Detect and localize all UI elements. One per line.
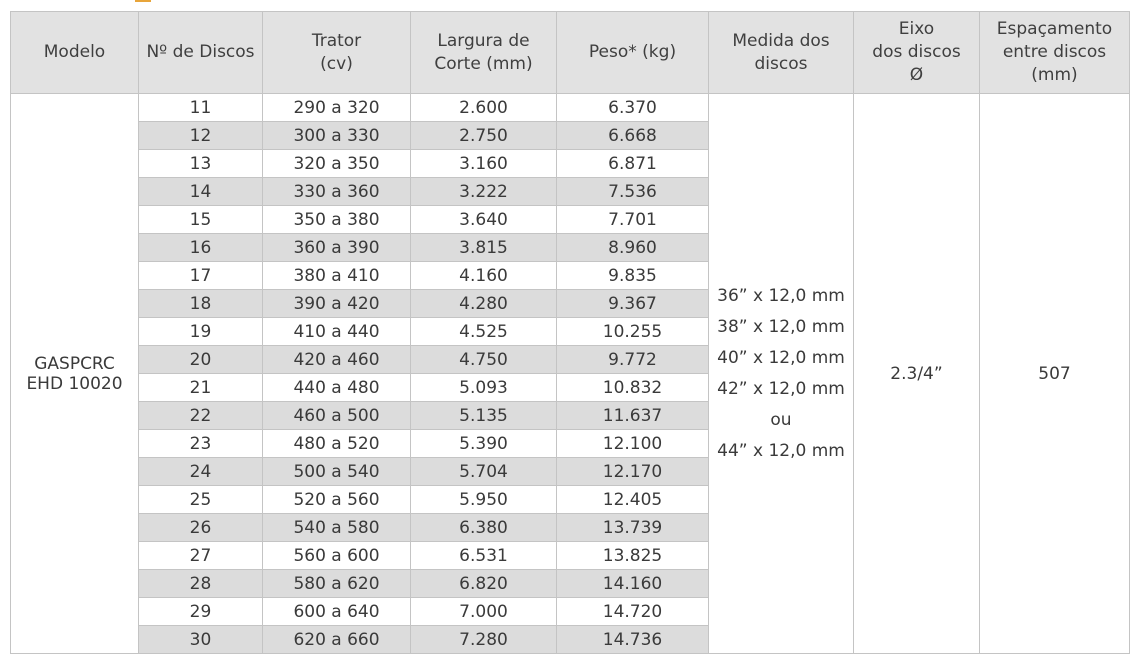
cell-discos: 28 — [139, 570, 263, 598]
disc-size-item: 36” x 12,0 mm — [717, 285, 845, 306]
header-medida — [709, 12, 854, 94]
header-eixo-line2: dos discos — [872, 42, 961, 62]
cell-peso: 7.701 — [557, 206, 709, 234]
cell-largura: 4.750 — [411, 346, 557, 374]
header-trator-line1: Trator — [311, 30, 362, 51]
cell-peso: 13.825 — [557, 542, 709, 570]
cell-largura: 4.525 — [411, 318, 557, 346]
cell-peso: 9.772 — [557, 346, 709, 374]
cell-peso: 9.367 — [557, 290, 709, 318]
header-eixo — [854, 12, 980, 94]
cell-discos: 23 — [139, 430, 263, 458]
cell-largura: 6.380 — [411, 514, 557, 542]
header-trator-line2: (cv) — [320, 53, 353, 74]
cell-discos: 22 — [139, 402, 263, 430]
cell-largura: 5.950 — [411, 486, 557, 514]
cell-discos: 15 — [139, 206, 263, 234]
eixo-cell: 2.3/4” — [854, 94, 980, 654]
header-num-discos: Nº de Discos — [139, 12, 263, 94]
cell-trator: 460 a 500 — [263, 402, 411, 430]
cell-largura: 7.280 — [411, 626, 557, 654]
cell-peso: 13.739 — [557, 514, 709, 542]
disc-size-item: 44” x 12,0 mm — [717, 440, 845, 461]
cell-largura: 2.600 — [411, 94, 557, 122]
espacamento-cell: 507 — [980, 94, 1130, 654]
cell-discos: 25 — [139, 486, 263, 514]
cell-largura: 3.640 — [411, 206, 557, 234]
cell-discos: 21 — [139, 374, 263, 402]
cell-discos: 18 — [139, 290, 263, 318]
cell-trator: 350 a 380 — [263, 206, 411, 234]
header-largura-line2: Corte (mm) — [434, 53, 533, 74]
cell-discos: 16 — [139, 234, 263, 262]
cell-largura: 5.704 — [411, 458, 557, 486]
cell-discos: 17 — [139, 262, 263, 290]
cell-trator: 360 a 390 — [263, 234, 411, 262]
header-peso: Peso* (kg) — [557, 12, 709, 94]
cell-peso: 6.668 — [557, 122, 709, 150]
cell-trator: 520 a 560 — [263, 486, 411, 514]
cell-trator: 320 a 350 — [263, 150, 411, 178]
disc-size-item: 40” x 12,0 mm — [717, 347, 845, 368]
table-header — [11, 12, 1130, 94]
header-modelo: Modelo — [11, 12, 139, 94]
cell-largura: 6.531 — [411, 542, 557, 570]
cell-trator: 380 a 410 — [263, 262, 411, 290]
cell-largura: 5.093 — [411, 374, 557, 402]
cell-largura: 4.160 — [411, 262, 557, 290]
cell-peso: 12.170 — [557, 458, 709, 486]
cell-trator: 300 a 330 — [263, 122, 411, 150]
cell-trator: 540 a 580 — [263, 514, 411, 542]
header-medida-line2: discos — [754, 53, 808, 74]
cell-discos: 20 — [139, 346, 263, 374]
cell-trator: 290 a 320 — [263, 94, 411, 122]
cell-discos: 26 — [139, 514, 263, 542]
header-espacamento — [980, 12, 1130, 94]
cell-largura: 2.750 — [411, 122, 557, 150]
cell-peso: 6.871 — [557, 150, 709, 178]
cell-largura: 7.000 — [411, 598, 557, 626]
cell-peso: 7.536 — [557, 178, 709, 206]
header-eixo-line3: Ø — [909, 65, 924, 85]
header-trator — [263, 12, 411, 94]
disc-size-item: 42” x 12,0 mm — [717, 378, 845, 399]
header-largura-line1: Largura de — [437, 30, 530, 51]
cell-peso: 12.100 — [557, 430, 709, 458]
cell-trator: 480 a 520 — [263, 430, 411, 458]
cell-largura: 3.815 — [411, 234, 557, 262]
spec-table — [10, 11, 1130, 654]
cell-trator: 440 a 480 — [263, 374, 411, 402]
table-body — [11, 94, 1130, 654]
cell-largura: 5.135 — [411, 402, 557, 430]
cell-peso: 12.405 — [557, 486, 709, 514]
accent-bar — [135, 0, 151, 2]
model-name-line1: GASPCRC — [34, 353, 115, 374]
header-eixo-line1: Eixo — [898, 19, 935, 39]
cell-largura: 3.160 — [411, 150, 557, 178]
cell-discos: 12 — [139, 122, 263, 150]
cell-largura: 4.280 — [411, 290, 557, 318]
header-espacamento-line2: entre discos — [1002, 42, 1107, 62]
cell-trator: 330 a 360 — [263, 178, 411, 206]
cell-discos: 27 — [139, 542, 263, 570]
cell-peso: 14.160 — [557, 570, 709, 598]
cell-trator: 560 a 600 — [263, 542, 411, 570]
cell-trator: 580 a 620 — [263, 570, 411, 598]
cell-trator: 410 a 440 — [263, 318, 411, 346]
cell-discos: 30 — [139, 626, 263, 654]
header-espacamento-line1: Espaçamento — [996, 19, 1113, 39]
cell-trator: 620 a 660 — [263, 626, 411, 654]
cell-trator: 500 a 540 — [263, 458, 411, 486]
table-row — [11, 94, 1130, 122]
cell-discos: 24 — [139, 458, 263, 486]
disc-size-item: ou — [770, 409, 792, 430]
cell-discos: 13 — [139, 150, 263, 178]
cell-trator: 420 a 460 — [263, 346, 411, 374]
disc-sizes-cell — [709, 94, 854, 654]
cell-peso: 9.835 — [557, 262, 709, 290]
header-row — [11, 12, 1130, 94]
cell-peso: 14.736 — [557, 626, 709, 654]
cell-peso: 11.637 — [557, 402, 709, 430]
cell-peso: 10.255 — [557, 318, 709, 346]
cell-trator: 600 a 640 — [263, 598, 411, 626]
header-espacamento-line3: (mm) — [1031, 65, 1078, 85]
model-cell — [11, 94, 139, 654]
cell-peso: 6.370 — [557, 94, 709, 122]
cell-discos: 19 — [139, 318, 263, 346]
cell-trator: 390 a 420 — [263, 290, 411, 318]
cell-peso: 8.960 — [557, 234, 709, 262]
disc-size-item: 38” x 12,0 mm — [717, 316, 845, 337]
model-name-line2: EHD 10020 — [26, 373, 123, 394]
cell-discos: 29 — [139, 598, 263, 626]
cell-peso: 10.832 — [557, 374, 709, 402]
header-medida-line1: Medida dos — [732, 30, 830, 51]
cell-discos: 11 — [139, 94, 263, 122]
header-largura — [411, 12, 557, 94]
cell-largura: 3.222 — [411, 178, 557, 206]
cell-largura: 5.390 — [411, 430, 557, 458]
cell-largura: 6.820 — [411, 570, 557, 598]
cell-peso: 14.720 — [557, 598, 709, 626]
cell-discos: 14 — [139, 178, 263, 206]
